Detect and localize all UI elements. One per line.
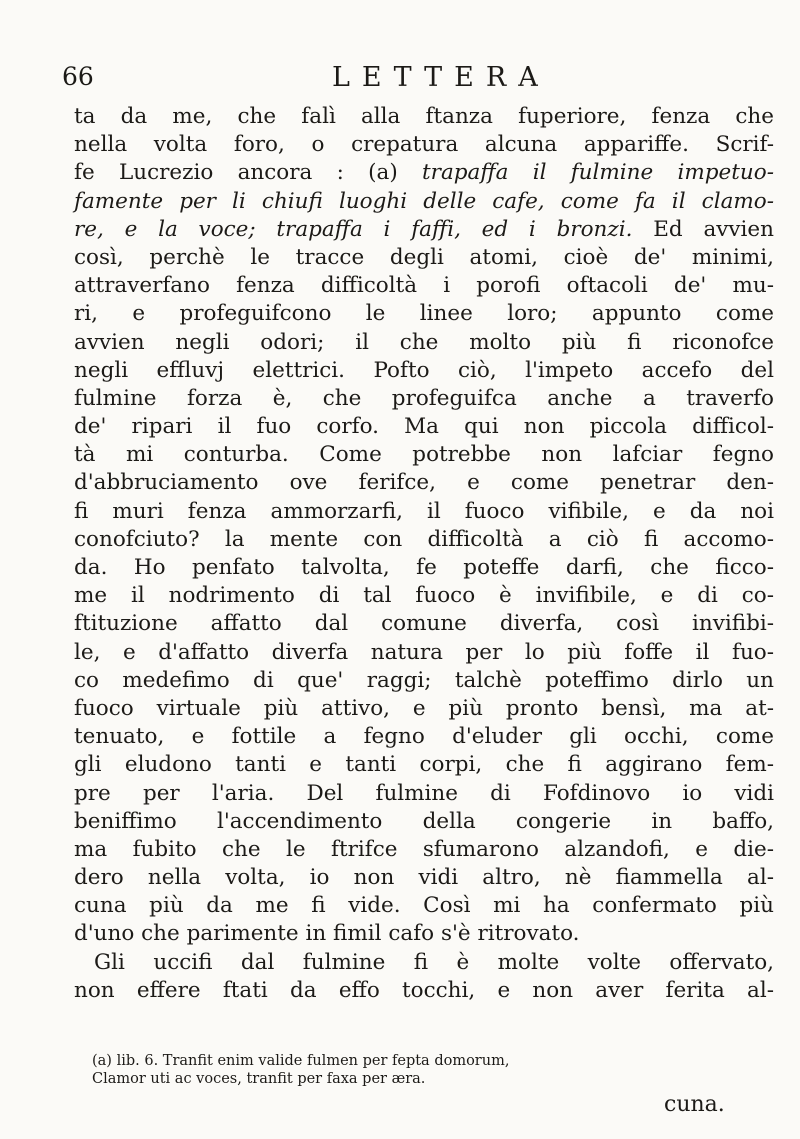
running-title: LETTERA [332,62,550,93]
text-line: dero nella volta, io non vidi altro, nè fiammella al- [74,865,774,891]
text-line: fuoco virtuale più attivo, e più pronto bensì, ma at- [74,695,774,721]
text-line: gli eludono tanti e tanti corpi, che fi aggirano fem- [74,752,774,778]
text-line: d'uno che parimente in fimil cafo s'è ritrovato. [74,921,580,947]
text-line: tà mi conturba. Come potrebbe non lafciar fegno [74,442,774,468]
text-line: cuna più da me fi vide. Così mi ha confermato più [74,893,774,919]
text-line [74,216,774,244]
text-line: avvien negli odori; il che molto più fi riconofce [74,329,774,355]
page-header [62,62,782,102]
text-line: così, perchè le tracce degli atomi, cioè de' minimi, [74,244,774,270]
text-segment: Ed avvien [632,216,775,242]
text-line: co medefimo di que' raggi; talchè poteffimo dirlo un [74,667,774,693]
quoted-text: trapaffa il fulmine impetuo- [422,160,774,186]
text-line: d'abbruciamento ove ferifce, e come penetrar den- [74,470,774,496]
footnote [92,1052,732,1088]
text-line: pre per l'aria. Del fulmine di Fofdinovo io vidi [74,780,774,806]
body-text [74,103,774,1005]
quoted-text: re, e la voce; trapaffa i faffi, ed i bronzi. [74,216,633,242]
footnote-line: Clamor uti ac voces, tranfit per faxa per æra. [92,1071,426,1087]
page-number: 66 [62,62,94,91]
text-line: le, e d'affatto diverfa natura per lo più foffe il fuo- [74,639,774,665]
text-line: de' ripari il fuo corfo. Ma qui non piccola difficol- [74,414,774,440]
text-line: negli effluvj elettrici. Pofto ciò, l'impeto accefo del [74,357,774,383]
footnote-line: (a) lib. 6. Tranfit enim valide fulmen per fepta domorum, [92,1053,510,1069]
text-line: beniffimo l'accendimento della congerie in baffo, [74,808,774,834]
catchword: cuna. [664,1092,725,1117]
text-line: attraverfano fenza difficoltà i porofi oftacoli de' mu- [74,273,774,299]
text-line: nella volta foro, o crepatura alcuna appariffe. Scrif- [74,132,774,158]
text-line: me il nodrimento di tal fuoco è invifibile, e di co- [74,583,774,609]
text-line: non effere ftati da effo tocchi, e non aver ferita al- [74,977,774,1003]
text-line: Gli uccifi dal fulmine fi è molte volte offervato, [94,949,774,975]
text-segment: fe Lucrezio ancora : (a) [74,160,423,186]
text-line: conofciuto? la mente con difficoltà a ciò fi accomo- [74,526,774,552]
text-line [74,159,774,187]
text-line: fi muri fenza ammorzarfi, il fuoco vifibile, e da noi [74,498,774,524]
text-line: ri, e profeguifcono le linee loro; appunto come [74,301,774,327]
text-line: ta da me, che falì alla ftanza fuperiore, fenza che [74,104,774,129]
text-line: fulmine forza è, che profeguifca anche a traverfo [74,385,774,411]
text-line: da. Ho penfato talvolta, fe poteffe darfi, che ficco- [74,555,774,580]
text-line: famente per li chiufi luoghi delle cafe, come fa il clamo- [74,188,774,214]
text-line: tenuato, e fottile a fegno d'eluder gli occhi, come [74,724,774,750]
text-line: ma fubito che le ftrifce sfumarono alzandofi, e die- [74,836,774,862]
text-line: ftituzione affatto dal comune diverfa, così invifibi- [74,611,774,637]
